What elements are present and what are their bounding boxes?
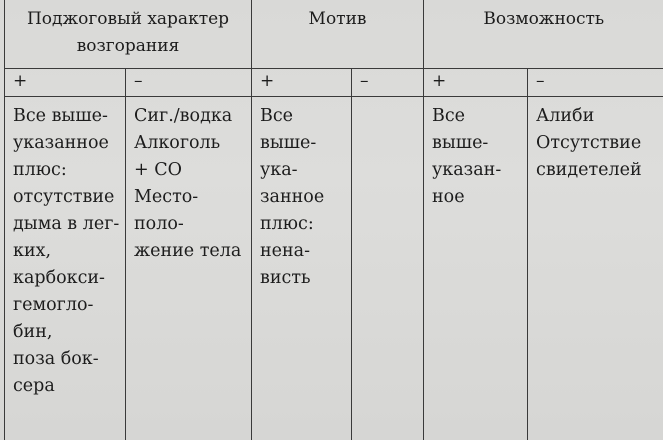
cell-text-line: свидетелей — [536, 160, 642, 180]
cell-text-line: поло- — [134, 214, 184, 234]
cell-arson-plus — [5, 97, 126, 440]
evidence-table — [4, 0, 663, 440]
group-header-line: возгорания — [76, 36, 180, 56]
cell-text-line: нена- — [260, 241, 311, 261]
cell-text-line: отсутствие — [13, 187, 115, 207]
cell-text-line: гемогло- — [13, 295, 94, 315]
cell-text-line: ука- — [260, 160, 298, 180]
cell-text-line: Все — [432, 106, 466, 126]
cell-text-line: карбокси- — [13, 268, 105, 288]
cell-text-line: Алкоголь — [134, 133, 221, 153]
cell-text-line: бин, — [13, 322, 53, 342]
cell-text-line: указан- — [432, 160, 502, 180]
cell-text-line: Все — [260, 106, 294, 126]
cell-text-line: ких, — [13, 241, 52, 261]
sign-minus: – — [352, 69, 424, 97]
cell-text-line: плюс: — [13, 160, 67, 180]
cell-text-line: сера — [13, 376, 55, 396]
group-header-motive — [252, 0, 424, 69]
cell-motive-minus — [352, 97, 424, 440]
cell-motive-plus — [252, 97, 352, 440]
cell-text-line: Место- — [134, 187, 199, 207]
group-header-arson — [5, 0, 252, 69]
cell-text-line: поза бок- — [13, 349, 99, 369]
sign-plus: + — [424, 69, 528, 97]
group-header-line: Мотив — [308, 9, 367, 29]
cell-opportunity-minus — [528, 97, 663, 440]
cell-opportunity-plus — [424, 97, 528, 440]
group-header-row — [5, 0, 663, 69]
group-header-opportunity — [424, 0, 663, 69]
cell-text-line: Сиг./водка — [134, 106, 233, 126]
cell-text-line: Алиби — [536, 106, 595, 126]
cell-text-line: + СО — [134, 160, 182, 180]
sign-minus: – — [528, 69, 663, 97]
sign-minus: – — [126, 69, 252, 97]
group-header-line: Возможность — [483, 9, 605, 29]
cell-text-line: висть — [260, 268, 311, 288]
cell-text-line: выше- — [260, 133, 317, 153]
cell-text-line: дыма в лег- — [13, 214, 120, 234]
cell-text-line: указанное — [13, 133, 109, 153]
sign-plus: + — [252, 69, 352, 97]
cell-text-line: плюс: — [260, 214, 314, 234]
cell-arson-minus — [126, 97, 252, 440]
table-body-row — [5, 97, 663, 440]
cell-text-line: выше- — [432, 133, 489, 153]
cell-text-line: Все выше- — [13, 106, 108, 126]
sign-header-row — [5, 69, 663, 97]
cell-text-line: занное — [260, 187, 325, 207]
cell-text-line: ное — [432, 187, 465, 207]
cell-text-line: жение тела — [134, 241, 242, 261]
sign-plus: + — [5, 69, 126, 97]
cell-text-line: Отсутствие — [536, 133, 642, 153]
group-header-line: Поджоговый характер — [26, 9, 230, 29]
